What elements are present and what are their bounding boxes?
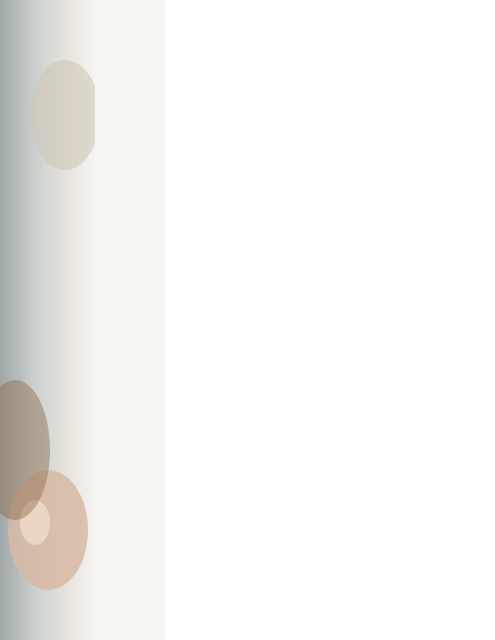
child-photo [0, 0, 95, 640]
panel-middle [165, 0, 330, 640]
panel-right-cover [330, 0, 495, 640]
panel-left [0, 0, 165, 640]
